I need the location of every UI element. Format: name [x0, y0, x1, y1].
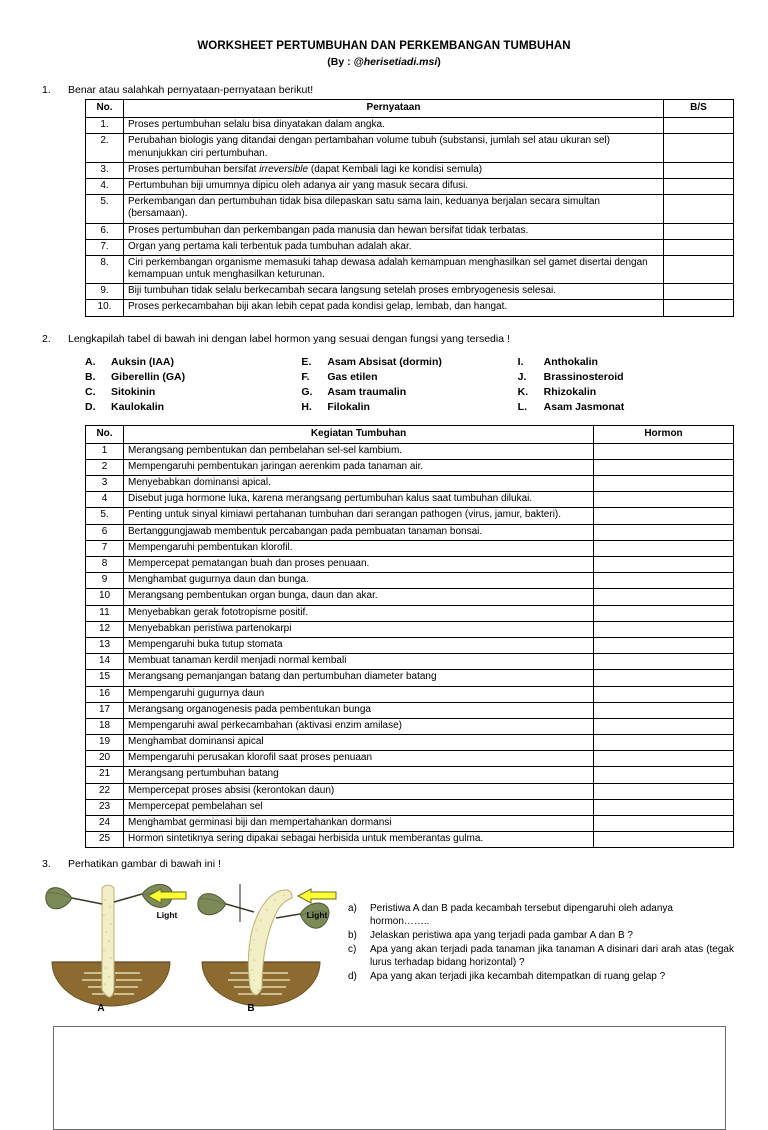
table-row: [86, 702, 734, 718]
option-key: F.: [301, 370, 310, 383]
table-row: [86, 718, 734, 734]
question-3-prompt: Perhatikan gambar di bawah ini !: [68, 858, 221, 871]
page-title: WORKSHEET PERTUMBUHAN DAN PERKEMBANGAN TUMBUHAN: [197, 40, 571, 52]
option-label: Sitokinin: [111, 386, 156, 399]
row-number: 10: [86, 589, 124, 605]
row-hormone-cell[interactable]: [594, 540, 734, 556]
hormone-options-column-1: [85, 355, 301, 416]
table-row: [86, 686, 734, 702]
question-1-prompt-row: [34, 84, 734, 96]
row-answer-cell[interactable]: [664, 162, 734, 178]
table-row: [86, 524, 734, 540]
row-statement: Proses perkecambahan biji akan lebih cepat pada kondisi gelap, lembab, dan hangat.: [124, 300, 664, 316]
table-row: [86, 816, 734, 832]
row-hormone-cell[interactable]: [594, 816, 734, 832]
row-number: 10.: [86, 300, 124, 316]
statement-post: (dapat Kembali lagi ke kondisi semula): [308, 163, 483, 175]
row-activity: Menyebabkan gerak fototropisme positif.: [124, 605, 594, 621]
list-item: [85, 355, 301, 370]
table-row: [86, 783, 734, 799]
row-activity: Menghambat gugurnya daun dan bunga.: [124, 573, 594, 589]
col-header-no: No.: [86, 100, 124, 118]
col-header-pernyataan: Pernyataan: [124, 100, 664, 118]
seedling-pair: [42, 880, 334, 1015]
row-number: 22: [86, 783, 124, 799]
question-1-prompt: Benar atau salahkah pernyataan-pernyataan berikut!: [68, 84, 314, 96]
row-activity: Mempengaruhi pembentukan klorofil.: [124, 540, 594, 556]
row-statement: Proses pertumbuhan selalu bisa dinyatakan dalam angka.: [124, 118, 664, 134]
row-number: 5.: [86, 195, 124, 223]
row-hormone-cell[interactable]: [594, 654, 734, 670]
col-header-kegiatan: Kegiatan Tumbuhan: [124, 425, 594, 443]
row-activity: Menyebabkan peristiwa partenokarpi: [124, 621, 594, 637]
row-activity: Mempengaruhi awal perkecambahan (aktivasi enzim amilase): [124, 718, 594, 734]
row-number: 4: [86, 492, 124, 508]
table-row: [86, 832, 734, 848]
row-number: 6: [86, 524, 124, 540]
row-number: 16: [86, 686, 124, 702]
row-hormone-cell[interactable]: [594, 718, 734, 734]
col-header-hormon: Hormon: [594, 425, 734, 443]
row-number: 9: [86, 573, 124, 589]
row-number: 1: [86, 443, 124, 459]
row-number: 17: [86, 702, 124, 718]
table-row: [86, 637, 734, 653]
answer-box[interactable]: [53, 1026, 726, 1130]
row-number: 12: [86, 621, 124, 637]
table-row: [86, 223, 734, 239]
row-activity: Mempercepat pembelahan sel: [124, 799, 594, 815]
row-activity: Mempercepat pematangan buah dan proses penuaan.: [124, 557, 594, 573]
row-hormone-cell[interactable]: [594, 767, 734, 783]
option-key: K.: [517, 386, 529, 399]
option-label: Asam Absisat (dormin): [327, 355, 442, 368]
option-label: Asam Jasmonat: [543, 401, 625, 414]
question-3-block: [34, 858, 734, 1130]
table-row: [86, 284, 734, 300]
row-number: 3.: [86, 162, 124, 178]
table-row: [86, 589, 734, 605]
row-number: 20: [86, 751, 124, 767]
row-activity: Menghambat germinasi biji dan mempertahankan dormansi: [124, 816, 594, 832]
row-number: 21: [86, 767, 124, 783]
author-handle: @herisetiadi.msi: [353, 56, 438, 68]
table-row: [86, 443, 734, 459]
row-activity: Menyebabkan dominansi apical.: [124, 476, 594, 492]
row-hormone-cell[interactable]: [594, 832, 734, 848]
hormone-options-list: [85, 355, 734, 416]
row-hormone-cell[interactable]: [594, 492, 734, 508]
table-row: [86, 255, 734, 283]
option-key: I.: [517, 355, 524, 368]
list-item: [518, 370, 734, 385]
table-row: [86, 767, 734, 783]
figure-caption-a: A: [97, 1003, 105, 1015]
list-item: [301, 400, 517, 415]
row-number: 8: [86, 557, 124, 573]
list-item: [518, 400, 734, 415]
row-activity: Mempengaruhi gugurnya daun: [124, 686, 594, 702]
row-answer-cell[interactable]: [664, 195, 734, 223]
table-row: [86, 162, 734, 178]
row-number: 3: [86, 476, 124, 492]
row-number: 23: [86, 799, 124, 815]
table-row: [86, 605, 734, 621]
row-hormone-cell[interactable]: [594, 621, 734, 637]
table-row: [86, 540, 734, 556]
option-label: Asam traumalin: [327, 386, 407, 399]
row-hormone-cell[interactable]: [594, 751, 734, 767]
option-key: E.: [301, 355, 312, 368]
row-number: 6.: [86, 223, 124, 239]
question-3-number: 3.: [42, 858, 51, 871]
table-row: [86, 492, 734, 508]
row-answer-cell[interactable]: [664, 178, 734, 194]
light-arrow-group-a: [140, 888, 194, 920]
row-hormone-cell[interactable]: [594, 670, 734, 686]
question-1-number: 1.: [42, 84, 51, 96]
table-row: [86, 735, 734, 751]
list-item: [518, 355, 734, 370]
table-row: [86, 557, 734, 573]
row-activity: Penting untuk sinyal kimiawi pertahanan tumbuhan dari serangan pathogen (virus, jamur, bakteri).: [124, 508, 594, 524]
list-item: [348, 970, 734, 983]
light-arrow-group-b: [290, 888, 344, 920]
question-2-prompt: Lengkapilah tabel di bawah ini dengan label hormon yang sesuai dengan fungsi yang tersedia !: [68, 332, 510, 345]
row-hormone-cell[interactable]: [594, 459, 734, 475]
list-item: [348, 902, 734, 928]
row-activity: Mempengaruhi buka tutup stomata: [124, 637, 594, 653]
row-hormone-cell[interactable]: [594, 589, 734, 605]
table-row: [86, 195, 734, 223]
row-hormone-cell[interactable]: [594, 508, 734, 524]
row-number: 5.: [86, 508, 124, 524]
option-key: A.: [85, 355, 96, 368]
table-row: [86, 459, 734, 475]
row-answer-cell[interactable]: [664, 300, 734, 316]
statements-table: [85, 99, 734, 317]
option-label: Gas etilen: [327, 370, 378, 383]
option-label: Rhizokalin: [543, 386, 597, 399]
col-header-bs: B/S: [664, 100, 734, 118]
option-label: Filokalin: [327, 401, 370, 414]
question-1-block: [34, 84, 734, 317]
row-hormone-cell[interactable]: [594, 476, 734, 492]
table-row: [86, 621, 734, 637]
row-answer-cell[interactable]: [664, 118, 734, 134]
subquestion-key: a): [348, 903, 357, 915]
row-hormone-cell[interactable]: [594, 557, 734, 573]
row-activity: Mempengaruhi pembentukan jaringan aerenkim pada tanaman air.: [124, 459, 594, 475]
list-item: [85, 400, 301, 415]
byline-suffix: ): [437, 56, 441, 68]
light-arrow-icon: [147, 888, 187, 904]
table-row: [86, 751, 734, 767]
row-answer-cell[interactable]: [664, 255, 734, 283]
light-arrow-icon: [297, 888, 337, 904]
row-hormone-cell[interactable]: [594, 443, 734, 459]
row-activity: Bertanggungjawab membentuk percabangan pada pembuatan tanaman bonsai.: [124, 524, 594, 540]
row-number: 18: [86, 718, 124, 734]
row-hormone-cell[interactable]: [594, 573, 734, 589]
row-activity: Mempercepat proses absisi (kerontokan daun): [124, 783, 594, 799]
option-key: L.: [517, 401, 527, 414]
subquestion-key: d): [348, 971, 357, 983]
row-number: 7: [86, 540, 124, 556]
subquestion-text: Apa yang akan terjadi jika kecambah ditempatkan di ruang gelap ?: [370, 971, 666, 983]
row-number: 14: [86, 654, 124, 670]
author-byline: [34, 56, 734, 68]
table-row: [86, 654, 734, 670]
hormone-activity-table: [85, 425, 734, 849]
option-key: G.: [301, 386, 313, 399]
light-label-b: Light: [306, 910, 328, 921]
row-activity: Merangsang pembentukan organ bunga, daun dan akar.: [124, 589, 594, 605]
subquestion-text: Jelaskan peristiwa apa yang terjadi pada gambar A dan B ?: [370, 930, 633, 942]
table-header-row: [86, 100, 734, 118]
row-hormone-cell[interactable]: [594, 637, 734, 653]
row-statement: [124, 162, 664, 178]
hormone-options-column-2: [301, 355, 517, 416]
hormone-activity-rows: [86, 443, 734, 848]
table-header-row: [86, 425, 734, 443]
row-hormone-cell[interactable]: [594, 735, 734, 751]
row-activity: Mempengaruhi perusakan klorofil saat proses penuaan: [124, 751, 594, 767]
row-statement: Perkembangan dan pertumbuhan tidak bisa dilepaskan satu sama lain, keduanya berjalan secara simultan (bersamaan).: [124, 195, 664, 223]
table-row: [86, 134, 734, 162]
row-activity: Merangsang pemanjangan batang dan pertumbuhan diameter batang: [124, 670, 594, 686]
row-activity: Disebut juga hormone luka, karena merangsang pertumbuhan kalus saat tumbuhan dilukai.: [124, 492, 594, 508]
table-row: [86, 573, 734, 589]
light-label-a: Light: [156, 910, 178, 921]
row-number: 8.: [86, 255, 124, 283]
row-number: 2.: [86, 134, 124, 162]
option-key: J.: [517, 370, 527, 383]
list-item: [518, 385, 734, 400]
row-number: 24: [86, 816, 124, 832]
option-label: Kaulokalin: [111, 401, 165, 414]
option-key: B.: [85, 370, 96, 383]
row-hormone-cell[interactable]: [594, 799, 734, 815]
table-row: [86, 476, 734, 492]
figure-and-subquestions: [34, 876, 734, 1015]
table-row: [86, 508, 734, 524]
row-number: 9.: [86, 284, 124, 300]
question-3-prompt-row: [34, 858, 734, 870]
row-activity: Menghambat dominansi apical: [124, 735, 594, 751]
subquestion-text: Apa yang akan terjadi pada tanaman jika tanaman A disinari dari arah atas (tegak lurus terhadap bidang horizontal) ?: [370, 944, 734, 969]
seedling-a: [42, 880, 192, 1015]
col-header-no: No.: [86, 425, 124, 443]
row-number: 13: [86, 637, 124, 653]
question-2-block: [34, 333, 734, 849]
list-item: [348, 943, 734, 969]
statement-pre: Proses pertumbuhan bersifat: [128, 163, 260, 175]
row-answer-cell[interactable]: [664, 239, 734, 255]
row-answer-cell[interactable]: [664, 223, 734, 239]
subquestion-key: b): [348, 930, 357, 942]
row-statement: Organ yang pertama kali terbentuk pada tumbuhan adalah akar.: [124, 239, 664, 255]
table-row: [86, 670, 734, 686]
row-activity: Merangsang pembentukan dan pembelahan sel-sel kambium.: [124, 443, 594, 459]
question-2-number: 2.: [42, 332, 51, 345]
figure-caption-b: B: [247, 1003, 255, 1015]
seedling-b: [192, 880, 342, 1015]
list-item: [348, 929, 734, 942]
table-row: [86, 178, 734, 194]
row-number: 1.: [86, 118, 124, 134]
row-statement: Proses pertumbuhan dan perkembangan pada manusia dan hewan bersifat tidak terbatas.: [124, 223, 664, 239]
row-hormone-cell[interactable]: [594, 686, 734, 702]
option-label: Giberellin (GA): [111, 370, 186, 383]
row-number: 2: [86, 459, 124, 475]
row-number: 11: [86, 605, 124, 621]
row-statement: Pertumbuhan biji umumnya dipicu oleh adanya air yang masuk secara difusi.: [124, 178, 664, 194]
row-hormone-cell[interactable]: [594, 524, 734, 540]
option-key: H.: [301, 401, 312, 414]
row-activity: Membuat tanaman kerdil menjadi normal kembali: [124, 654, 594, 670]
row-number: 4.: [86, 178, 124, 194]
row-hormone-cell[interactable]: [594, 702, 734, 718]
row-activity: Hormon sintetiknya sering dipakai sebagai herbisida untuk memberantas gulma.: [124, 832, 594, 848]
row-hormone-cell[interactable]: [594, 605, 734, 621]
row-number: 19: [86, 735, 124, 751]
row-answer-cell[interactable]: [664, 134, 734, 162]
subquestion-key: c): [348, 944, 357, 956]
option-label: Anthokalin: [543, 355, 598, 368]
list-item: [85, 370, 301, 385]
option-label: Auksin (IAA): [111, 355, 174, 368]
list-item: [301, 355, 517, 370]
subquestion-text: Peristiwa A dan B pada kecambah tersebut dipengaruhi oleh adanya hormon……..: [370, 903, 673, 928]
table-row: [86, 799, 734, 815]
table-row: [86, 239, 734, 255]
hormone-options-column-3: [518, 355, 734, 416]
statement-emphasis: irreversible: [259, 163, 309, 175]
seedling-figure: [34, 876, 334, 1015]
row-answer-cell[interactable]: [664, 284, 734, 300]
list-item: [301, 385, 517, 400]
row-statement: Perubahan biologis yang ditandai dengan pertambahan volume tubuh (substansi, jumlah sel atau ukuran sel) menunjukkan ciri pertumbuhan.: [124, 134, 664, 162]
option-key: D.: [85, 401, 96, 414]
row-hormone-cell[interactable]: [594, 783, 734, 799]
row-statement: Ciri perkembangan organisme memasuki tahap dewasa adalah kemampuan menghasilkan sel gamet disertai dengan kemampuan untuk menghasilkan keturunan.: [124, 255, 664, 283]
row-number: 7.: [86, 239, 124, 255]
row-number: 15: [86, 670, 124, 686]
option-key: C.: [85, 386, 96, 399]
byline-prefix: (By :: [327, 56, 354, 68]
question-2-prompt-row: [34, 333, 734, 345]
row-statement: Biji tumbuhan tidak selalu berkecambah secara langsung setelah proses embryogenesis selesai.: [124, 284, 664, 300]
row-number: 25: [86, 832, 124, 848]
row-activity: Merangsang organogenesis pada pembentukan bunga: [124, 702, 594, 718]
table-row: [86, 118, 734, 134]
row-activity: Merangsang pertumbuhan batang: [124, 767, 594, 783]
subquestion-list: [334, 876, 734, 1012]
table-row: [86, 300, 734, 316]
option-label: Brassinosteroid: [543, 370, 624, 383]
list-item: [301, 370, 517, 385]
list-item: [85, 385, 301, 400]
